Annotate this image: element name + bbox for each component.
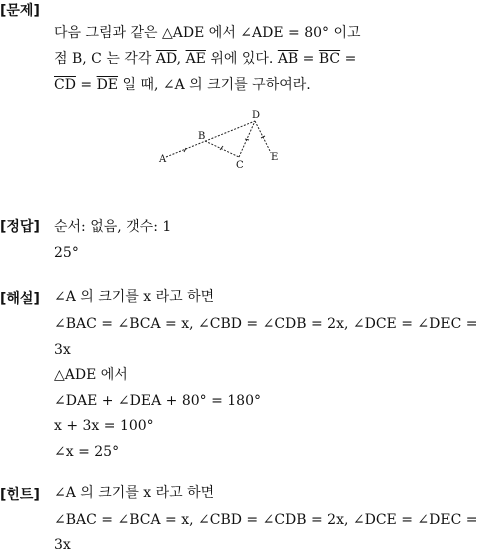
hint-label: [힌트] xyxy=(0,487,40,503)
vertex-d-label: D xyxy=(252,110,261,121)
solution-line-5: ∠DAE + ∠DEA + 80° = 180° xyxy=(54,393,261,409)
tick-cd xyxy=(245,139,249,140)
answer-label: [정답] xyxy=(0,219,40,235)
segment-cd: $\overline{CD}$ xyxy=(54,77,76,93)
solution-line-1: ∠A 의 크기를 x 라고 하면 xyxy=(54,289,215,305)
solution-line-7: ∠x = 25° xyxy=(54,444,120,460)
problem-line-3-rest: 일 때, ∠A 의 크기를 구하여라. xyxy=(118,77,311,93)
problem-line-2-eq: = xyxy=(298,51,319,67)
segment-bc: $\overline{BC}$ xyxy=(318,51,341,67)
solution-line-2: ∠BAC = ∠BCA = x, ∠CBD = ∠CDB = 2x, ∠DCE = ∠DEC = xyxy=(54,316,478,332)
vertex-a-label: A xyxy=(159,154,167,165)
problem-line-2 xyxy=(54,50,356,68)
segment-bc-line xyxy=(205,141,239,157)
problem-line-1: 다음 그림과 같은 △ADE 에서 ∠ADE = 80° 이고 xyxy=(54,25,361,41)
vertex-b-label: B xyxy=(198,131,206,142)
tick-ab xyxy=(184,148,186,152)
solution-line-4: △ADE 에서 xyxy=(54,367,128,383)
answer-line-1: 순서: 없음, 갯수: 1 xyxy=(54,219,172,235)
problem-line-2-text-a: 점 B, C 는 각각 xyxy=(54,51,156,67)
segment-ad: $\overline{AD}$ xyxy=(155,51,177,67)
answer-value: 25° xyxy=(54,245,79,261)
solution-line-6: x + 3x = 100° xyxy=(54,418,154,434)
triangle-figure-svg xyxy=(150,108,290,170)
problem-line-3 xyxy=(54,76,311,94)
segment-de: $\overline{DE}$ xyxy=(96,77,119,93)
solution-line-3: 3x xyxy=(54,342,71,358)
problem-line-2-text-b: 위에 있다. xyxy=(205,51,278,67)
vertex-c-label: C xyxy=(236,160,244,170)
triangle-figure xyxy=(150,108,290,174)
problem-line-2-sep: , xyxy=(176,51,186,67)
problem-line-3-eq: = xyxy=(75,77,97,93)
problem-label: [문제] xyxy=(0,3,40,19)
side-ad xyxy=(166,121,255,157)
segment-ae: $\overline{AE}$ xyxy=(185,51,206,67)
problem-line-2-end: = xyxy=(340,51,357,67)
hint-line-2: ∠BAC = ∠BCA = x, ∠CBD = ∠CDB = 2x, ∠DCE = ∠DEC = xyxy=(54,512,478,528)
segment-ab: $\overline{AB}$ xyxy=(277,51,299,67)
vertex-e-label: E xyxy=(271,152,279,163)
hint-line-3: 3x xyxy=(54,537,71,553)
solution-label: [해설] xyxy=(0,291,40,307)
hint-line-1: ∠A 의 크기를 x 라고 하면 xyxy=(54,485,215,501)
